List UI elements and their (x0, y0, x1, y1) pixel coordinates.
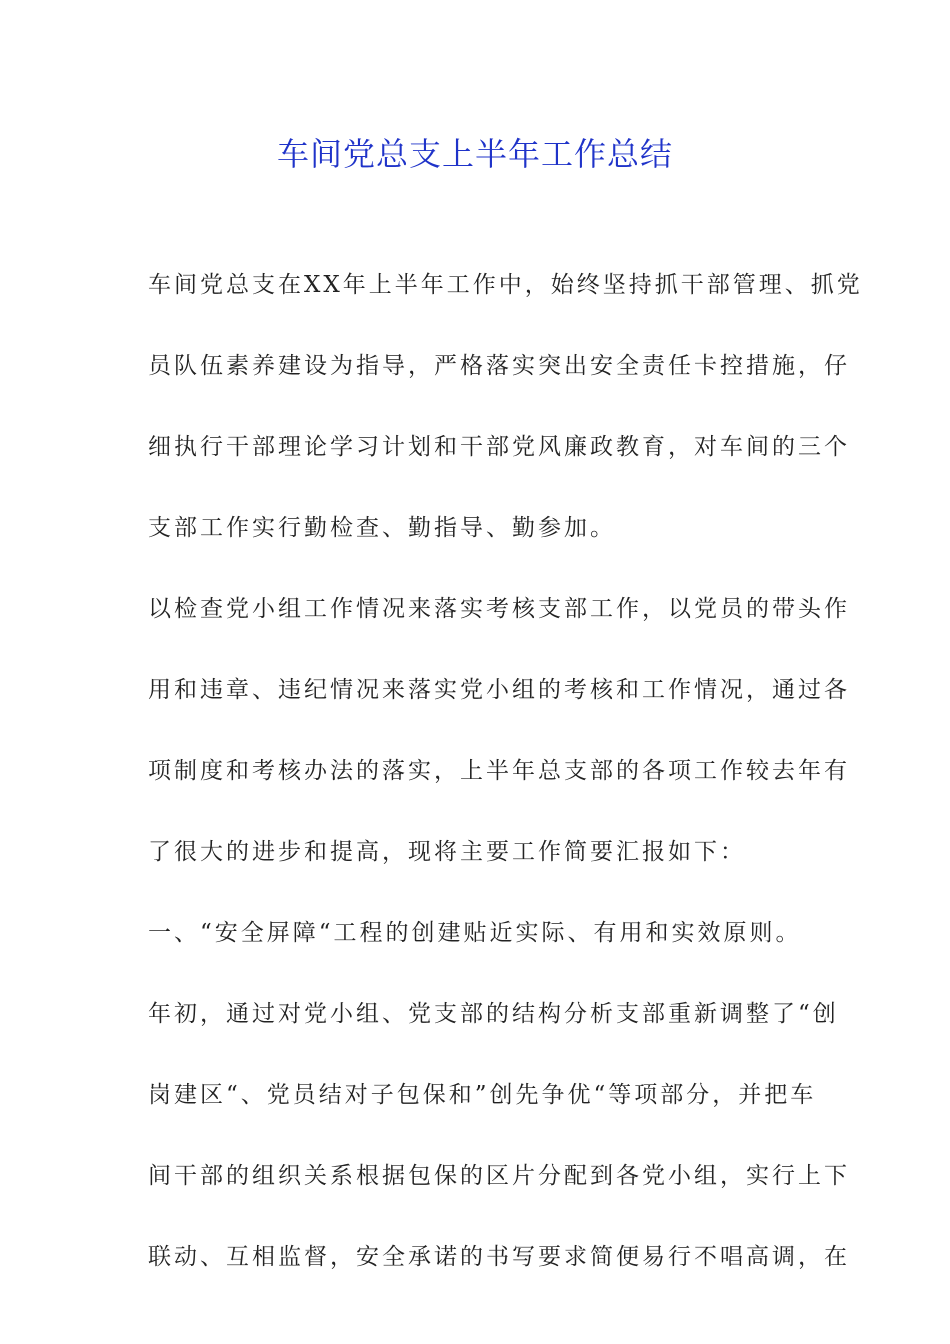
body-line-9: 一、“安全屏障“工程的创建贴近实际、有用和实效原则。 (148, 920, 802, 946)
body-line-11: 岗建区“、党员结对子包保和”创先争优“等项部分，并把车 (148, 1082, 817, 1108)
body-line-3: 细执行干部理论学习计划和干部党风廉政教育，对车间的三个 (148, 434, 850, 460)
body-line-10: 年初，通过对党小组、党支部的结构分析支部重新调整了“创 (148, 1001, 839, 1027)
body-line-4: 支部工作实行勤检查、勤指导、勤参加。 (148, 515, 616, 541)
body-line-8: 了很大的进步和提高，现将主要工作简要汇报如下： (148, 839, 746, 865)
body-line-2: 员队伍素养建设为指导，严格落实突出安全责任卡控措施，仔 (148, 353, 850, 379)
body-line-5: 以检查党小组工作情况来落实考核支部工作，以党员的带头作 (148, 596, 850, 622)
body-line-1: 车间党总支在XX年上半年工作中，始终坚持抓干部管理、抓党 (148, 272, 863, 298)
body-line-6: 用和违章、违纪情况来落实党小组的考核和工作情况，通过各 (148, 677, 850, 703)
document-title: 车间党总支上半年工作总结 (276, 135, 673, 173)
body-line-12: 间干部的组织关系根据包保的区片分配到各党小组，实行上下 (148, 1163, 850, 1189)
body-line-13: 联动、互相监督，安全承诺的书写要求简便易行不唱高调，在 (148, 1244, 850, 1270)
body-line-7: 项制度和考核办法的落实，上半年总支部的各项工作较去年有 (148, 758, 850, 784)
document-body (148, 262, 863, 1315)
